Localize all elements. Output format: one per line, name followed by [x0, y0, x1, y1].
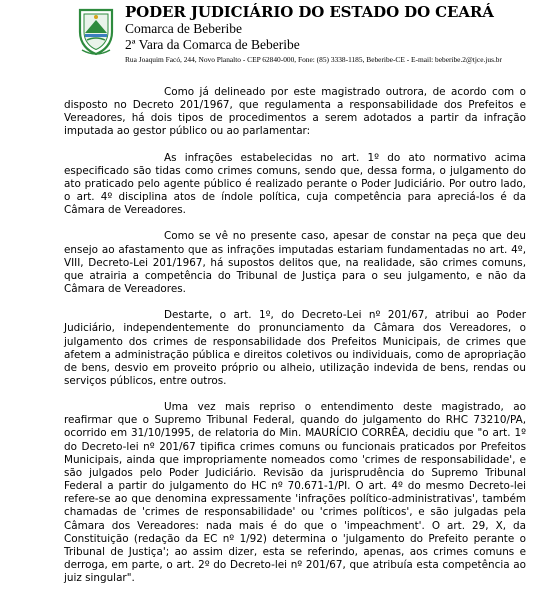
- paragraph-2: As infrações estabelecidas no art. 1º do ato normativo acima especificado são tidas como crimes comuns, sendo que, dessa forma, o julgamento do ato praticado pelo agente público é realizado perante o Poder Judiciário. Por outro lado, o art. 4º disciplina atos de índole política, cuja competência para apreciá-los é da Câmara de Vereadores.: [64, 151, 526, 217]
- vara-name: 2ª Vara da Comarca de Beberibe: [125, 37, 300, 52]
- paragraph-4: Destarte, o art. 1º, do Decreto-Lei nº 201/67, atribui ao Poder Judiciário, independentemente do pronunciamento da Câmara dos Vereadores, o julgamento dos crimes de responsabilidade dos Prefeitos Municipais, de crimes que afetem a administração pública e direitos coletivos ou individuais, como de apropriação de bens, desvio em proveito próprio ou alheio, utilização indevida de bens, rendas ou serviços públicos, entre outros.: [64, 309, 526, 387]
- court-title: PODER JUDICIÁRIO DO ESTADO DO CEARÁ: [125, 3, 494, 21]
- paragraph-5: Uma vez mais repriso o entendimento deste magistrado, ao reafirmar que o Supremo Tribunal Federal, quando do julgamento do RHC 73210/PA, ocorrido em 31/10/1995, de relatoria do Min. MAURÍCIO CORRÊA, decidiu que "o art. 1º do Decreto-lei nº 201/67 tipifica crimes comuns ou funcionais praticados por Prefeitos Municipais, ainda que impropriamente nomeados como 'crimes de responsabilidade', e são julgados pelo Poder Judiciário. Revisão da jurisprudência do Supremo Tribunal Federal a partir do julgamento do HC nº 70.671-1/PI. O art. 4º do mesmo Decreto-lei refere-se ao que denomina expressamente 'infrações político-administrativas', também chamadas de 'crimes de responsabilidade' ou 'crimes políticos', e são julgadas pela Câmara dos Vereadores: nada mais é do que o 'impeachment'. O art. 29, X, da Constituição (redação da EC nº 1/92) determina o 'julgamento do Prefeito perante o Tribunal de Justiça'; ao assim dizer, esta se referindo, apenas, aos crimes comuns e derroga, em parte, o art. 2º do Decreto-lei nº 201/67, que atribuía esta competência ao juiz singular".: [64, 401, 526, 585]
- document-body: [64, 86, 526, 598]
- court-address: Rua Joaquim Facó, 244, Novo Planalto - CEP 62840-000, Fone: (85) 3338-1185, Beberibe-CE - E-mail: beberibe.2@tjce.jus.br: [125, 55, 502, 64]
- letterhead: [0, 0, 555, 90]
- ceara-coat-of-arms-icon: [76, 6, 116, 56]
- comarca-name: Comarca de Beberibe: [125, 21, 242, 36]
- paragraph-1: Como já delineado por este magistrado outrora, de acordo com o disposto no Decreto 201/1967, que regulamenta a responsabilidade dos Prefeitos e Vereadores, há dois tipos de procedimentos a serem adotados a partir da infração imputada ao gestor público ou ao parlamentar:: [64, 86, 526, 138]
- paragraph-3: Como se vê no presente caso, apesar de constar na peça que deu ensejo ao afastamento que as infrações imputadas estariam fundamentadas no art. 4º, VIII, Decreto-Lei 201/1967, há supostos delitos que, na realidade, são crimes comuns, que atrairia a competência do Tribunal de Justiça para o seu julgamento, e não da Câmara de Vereadores.: [64, 230, 526, 296]
